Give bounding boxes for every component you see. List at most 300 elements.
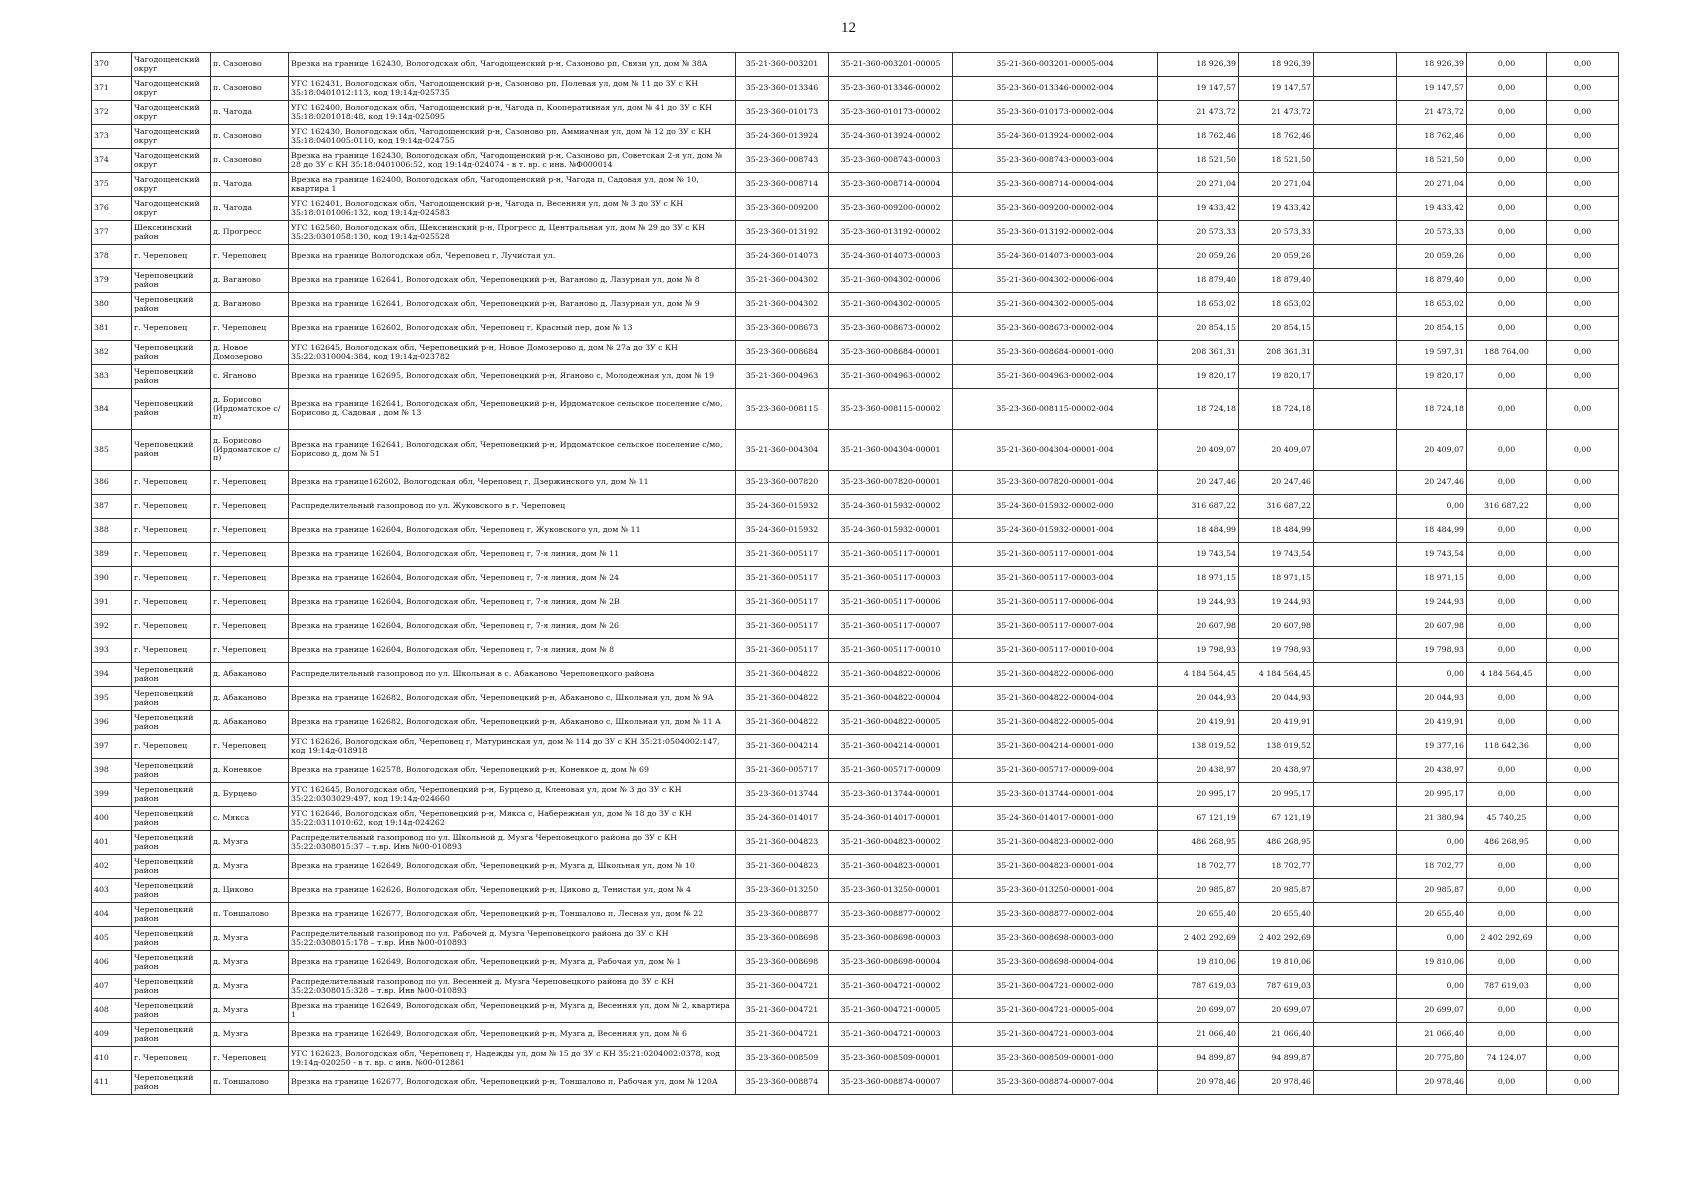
cell-cost-part-1: 18 762,46 — [1397, 125, 1467, 149]
cell-empty-column — [1314, 519, 1397, 543]
cell-empty-column — [1314, 663, 1397, 687]
cell-cost-part-3: 0,00 — [1547, 807, 1619, 831]
cell-cost-part-1: 19 147,57 — [1397, 77, 1467, 101]
cell-subobject-code: 35-21-360-004823-00001-004 — [953, 855, 1158, 879]
cell-total-cost: 18 521,50 — [1158, 149, 1239, 173]
cell-total-cost: 19 820,17 — [1158, 365, 1239, 389]
cell-object-description: Врезка на границе 162604, Вологодская обл, Череповец г, 7-я линия, дом № 2В — [289, 591, 736, 615]
cell-settlement: г. Череповец — [211, 567, 289, 591]
cell-inventory-code: 35-21-360-004721 — [736, 999, 829, 1023]
cell-municipality: Череповецкий район — [132, 365, 211, 389]
cell-settlement: г. Череповец — [211, 639, 289, 663]
cell-object-description: Врезка на границе 162649, Вологодская обл, Череповецкий р-н, Музга д, Весенняя ул, дом № 6 — [289, 1023, 736, 1047]
cell-municipality: Чагодощенский округ — [132, 125, 211, 149]
cell-total-cost: 19 147,57 — [1158, 77, 1239, 101]
cell-cost-part-2: 74 124,07 — [1467, 1047, 1547, 1071]
cell-object-code: 35-21-360-004214-00001 — [829, 735, 953, 759]
cell-empty-column — [1314, 783, 1397, 807]
cell-object-description: Распределительный газопровод по ул. Школьная в с. Абаканово Череповецкого района — [289, 663, 736, 687]
cell-cost-part-1: 18 724,18 — [1397, 389, 1467, 430]
table-row — [92, 591, 1619, 615]
cell-cost-part-1: 0,00 — [1397, 831, 1467, 855]
cell-object-code: 35-23-360-008509-00001 — [829, 1047, 953, 1071]
cell-empty-column — [1314, 53, 1397, 77]
cell-cost-total-2: 94 899,87 — [1239, 1047, 1314, 1071]
cell-cost-total-2: 19 743,54 — [1239, 543, 1314, 567]
table-row — [92, 77, 1619, 101]
cell-empty-column — [1314, 999, 1397, 1023]
cell-cost-part-1: 0,00 — [1397, 495, 1467, 519]
cell-settlement: д. Прогресс — [211, 221, 289, 245]
cell-cost-part-2: 0,00 — [1467, 567, 1547, 591]
cell-inventory-code: 35-21-360-004721 — [736, 1023, 829, 1047]
cell-object-description: Врезка на границе 162641, Вологодская обл, Череповецкий р-н, Ваганово д, Лазурная ул, дом № 8 — [289, 269, 736, 293]
cell-empty-column — [1314, 341, 1397, 365]
cell-object-code: 35-21-360-005117-00003 — [829, 567, 953, 591]
table-row — [92, 927, 1619, 951]
cell-object-description: Врезка на границе 162649, Вологодская обл, Череповецкий р-н, Музга д, Школьная ул, дом № 10 — [289, 855, 736, 879]
cell-subobject-code: 35-21-360-005117-00003-004 — [953, 567, 1158, 591]
cell-empty-column — [1314, 927, 1397, 951]
cell-total-cost: 20 247,46 — [1158, 471, 1239, 495]
cell-subobject-code: 35-23-360-013192-00002-004 — [953, 221, 1158, 245]
cell-subobject-code: 35-23-360-007820-00001-004 — [953, 471, 1158, 495]
table-row — [92, 430, 1619, 471]
cell-cost-total-2: 20 978,46 — [1239, 1071, 1314, 1095]
cell-inventory-code: 35-21-360-005117 — [736, 543, 829, 567]
cell-row-number: 405 — [92, 927, 132, 951]
cell-row-number: 378 — [92, 245, 132, 269]
cell-row-number: 398 — [92, 759, 132, 783]
cell-object-code: 35-23-360-010173-00002 — [829, 101, 953, 125]
cell-inventory-code: 35-21-360-004302 — [736, 269, 829, 293]
cell-cost-part-2: 188 764,00 — [1467, 341, 1547, 365]
cell-municipality: Череповецкий район — [132, 879, 211, 903]
table-row — [92, 269, 1619, 293]
cell-object-description: УГС 162646, Вологодская обл, Череповецкий р-н, Мякса с, Набережная ул, дом № 18 до ЗУ с КН 35:22:0311010:62, код 19:14д-024262 — [289, 807, 736, 831]
cell-inventory-code: 35-23-360-013250 — [736, 879, 829, 903]
cell-object-code: 35-21-360-004822-00006 — [829, 663, 953, 687]
cell-municipality: г. Череповец — [132, 591, 211, 615]
cell-cost-part-1: 20 573,33 — [1397, 221, 1467, 245]
cell-municipality: Череповецкий район — [132, 269, 211, 293]
cell-cost-part-1: 20 978,46 — [1397, 1071, 1467, 1095]
cell-row-number: 395 — [92, 687, 132, 711]
cell-inventory-code: 35-23-360-013192 — [736, 221, 829, 245]
cell-row-number: 393 — [92, 639, 132, 663]
cell-cost-total-2: 19 798,93 — [1239, 639, 1314, 663]
cell-row-number: 411 — [92, 1071, 132, 1095]
cell-object-code: 35-23-360-013346-00002 — [829, 77, 953, 101]
table-row — [92, 197, 1619, 221]
cell-settlement: г. Череповец — [211, 591, 289, 615]
cell-total-cost: 208 361,31 — [1158, 341, 1239, 365]
cell-object-description: Врезка на границе 162677, Вологодская обл, Череповецкий р-н, Тоншалово п, Лесная ул, дом № 22 — [289, 903, 736, 927]
cell-empty-column — [1314, 197, 1397, 221]
cell-object-code: 35-23-360-008698-00003 — [829, 927, 953, 951]
table-row — [92, 687, 1619, 711]
cell-object-code: 35-23-360-008684-00001 — [829, 341, 953, 365]
page-number: 12 — [841, 20, 856, 36]
cell-cost-part-2: 0,00 — [1467, 149, 1547, 173]
cell-inventory-code: 35-21-360-004302 — [736, 293, 829, 317]
cell-cost-total-2: 19 433,42 — [1239, 197, 1314, 221]
cell-settlement: п. Тоншалово — [211, 1071, 289, 1095]
cell-settlement: г. Череповец — [211, 519, 289, 543]
cell-row-number: 401 — [92, 831, 132, 855]
cell-cost-part-2: 0,00 — [1467, 1071, 1547, 1095]
cell-cost-part-1: 18 971,15 — [1397, 567, 1467, 591]
cell-empty-column — [1314, 711, 1397, 735]
cell-cost-total-2: 20 059,26 — [1239, 245, 1314, 269]
cell-object-description: Врезка на границе 162641, Вологодская обл, Череповецкий р-н, Ирдоматское сельское поселение с/мо, Борисово д, дом № 51 — [289, 430, 736, 471]
cell-settlement: г. Череповец — [211, 245, 289, 269]
table-row — [92, 951, 1619, 975]
cell-total-cost: 20 978,46 — [1158, 1071, 1239, 1095]
cell-subobject-code: 35-21-360-005117-00010-004 — [953, 639, 1158, 663]
cell-cost-part-3: 0,00 — [1547, 879, 1619, 903]
cell-row-number: 397 — [92, 735, 132, 759]
cell-subobject-code: 35-21-360-005117-00001-004 — [953, 543, 1158, 567]
cell-empty-column — [1314, 269, 1397, 293]
cell-cost-part-3: 0,00 — [1547, 903, 1619, 927]
cell-inventory-code: 35-24-360-014073 — [736, 245, 829, 269]
cell-row-number: 372 — [92, 101, 132, 125]
table-row — [92, 807, 1619, 831]
cell-subobject-code: 35-23-360-008698-00003-000 — [953, 927, 1158, 951]
cell-cost-part-2: 0,00 — [1467, 389, 1547, 430]
cell-object-description: Распределительный газопровод по ул. Жуковского в г. Череповец — [289, 495, 736, 519]
cell-cost-part-1: 18 702,77 — [1397, 855, 1467, 879]
cell-row-number: 376 — [92, 197, 132, 221]
cell-cost-part-1: 20 059,26 — [1397, 245, 1467, 269]
cell-settlement: с. Яганово — [211, 365, 289, 389]
cell-cost-part-1: 18 653,02 — [1397, 293, 1467, 317]
cell-row-number: 384 — [92, 389, 132, 430]
cell-object-code: 35-21-360-005117-00001 — [829, 543, 953, 567]
cell-cost-part-3: 0,00 — [1547, 711, 1619, 735]
cell-inventory-code: 35-21-360-005117 — [736, 591, 829, 615]
cell-object-code: 35-24-360-013924-00002 — [829, 125, 953, 149]
cell-row-number: 399 — [92, 783, 132, 807]
cell-object-description: Врезка на границе 162682, Вологодская обл, Череповецкий р-н, Абаканово с, Школьная ул, дом № 9А — [289, 687, 736, 711]
cell-object-code: 35-23-360-008743-00003 — [829, 149, 953, 173]
cell-subobject-code: 35-23-360-008115-00002-004 — [953, 389, 1158, 430]
cell-cost-total-2: 20 995,17 — [1239, 783, 1314, 807]
cell-cost-total-2: 18 971,15 — [1239, 567, 1314, 591]
cell-total-cost: 18 926,39 — [1158, 53, 1239, 77]
cell-cost-part-2: 0,00 — [1467, 173, 1547, 197]
cell-cost-part-2: 0,00 — [1467, 855, 1547, 879]
cell-cost-part-3: 0,00 — [1547, 53, 1619, 77]
cell-cost-part-1: 18 926,39 — [1397, 53, 1467, 77]
cell-total-cost: 18 484,99 — [1158, 519, 1239, 543]
cell-settlement: д. Коневкое — [211, 759, 289, 783]
cell-subobject-code: 35-21-360-004721-00002-000 — [953, 975, 1158, 999]
cell-settlement: г. Череповец — [211, 317, 289, 341]
cell-inventory-code: 35-23-360-008874 — [736, 1071, 829, 1095]
cell-municipality: г. Череповец — [132, 543, 211, 567]
table-row — [92, 125, 1619, 149]
cell-row-number: 379 — [92, 269, 132, 293]
cell-municipality: г. Череповец — [132, 317, 211, 341]
cell-cost-total-2: 20 699,07 — [1239, 999, 1314, 1023]
cell-cost-total-2: 18 702,77 — [1239, 855, 1314, 879]
table-row — [92, 365, 1619, 389]
cell-object-description: Врезка на границе 162641, Вологодская обл, Череповецкий р-н, Ирдоматское сельское поселение с/мо, Борисово д, Садовая , дом № 13 — [289, 389, 736, 430]
cell-object-description: Врезка на границе 162626, Вологодская обл, Череповецкий р-н, Циково д, Тенистая ул, дом № 4 — [289, 879, 736, 903]
cell-cost-total-2: 18 484,99 — [1239, 519, 1314, 543]
cell-empty-column — [1314, 317, 1397, 341]
cell-total-cost: 19 810,06 — [1158, 951, 1239, 975]
cell-cost-part-1: 19 798,93 — [1397, 639, 1467, 663]
cell-subobject-code: 35-21-360-005117-00007-004 — [953, 615, 1158, 639]
cell-settlement: д. Музга — [211, 855, 289, 879]
cell-cost-part-2: 0,00 — [1467, 879, 1547, 903]
cell-object-code: 35-23-360-013744-00001 — [829, 783, 953, 807]
cell-cost-part-3: 0,00 — [1547, 149, 1619, 173]
cell-empty-column — [1314, 831, 1397, 855]
cell-object-description: Врезка на границе 162604, Вологодская обл, Череповец г, 7-я линия, дом № 24 — [289, 567, 736, 591]
cell-inventory-code: 35-23-360-008714 — [736, 173, 829, 197]
cell-cost-part-3: 0,00 — [1547, 951, 1619, 975]
cell-cost-part-3: 0,00 — [1547, 1047, 1619, 1071]
cell-inventory-code: 35-24-360-014017 — [736, 807, 829, 831]
cell-cost-part-3: 0,00 — [1547, 471, 1619, 495]
cell-cost-part-3: 0,00 — [1547, 855, 1619, 879]
cell-cost-part-2: 0,00 — [1467, 999, 1547, 1023]
cell-empty-column — [1314, 365, 1397, 389]
cell-settlement: п. Сазоново — [211, 53, 289, 77]
cell-object-code: 35-21-360-005117-00006 — [829, 591, 953, 615]
cell-cost-part-2: 0,00 — [1467, 471, 1547, 495]
cell-object-code: 35-24-360-015932-00001 — [829, 519, 953, 543]
cell-total-cost: 18 653,02 — [1158, 293, 1239, 317]
cell-row-number: 391 — [92, 591, 132, 615]
cell-cost-part-1: 19 597,31 — [1397, 341, 1467, 365]
cell-settlement: д. Абаканово — [211, 711, 289, 735]
cell-subobject-code: 35-24-360-013924-00002-004 — [953, 125, 1158, 149]
cell-cost-part-1: 19 743,54 — [1397, 543, 1467, 567]
table-row — [92, 735, 1619, 759]
cell-row-number: 392 — [92, 615, 132, 639]
cell-settlement: г. Череповец — [211, 615, 289, 639]
cell-row-number: 389 — [92, 543, 132, 567]
cell-cost-part-2: 0,00 — [1467, 783, 1547, 807]
cell-object-code: 35-23-360-008714-00004 — [829, 173, 953, 197]
cell-object-code: 35-21-360-004302-00005 — [829, 293, 953, 317]
cell-cost-part-1: 19 820,17 — [1397, 365, 1467, 389]
table-row — [92, 1023, 1619, 1047]
cell-subobject-code: 35-23-360-008714-00004-004 — [953, 173, 1158, 197]
cell-row-number: 388 — [92, 519, 132, 543]
cell-subobject-code: 35-23-360-008509-00001-000 — [953, 1047, 1158, 1071]
cell-settlement: д. Музга — [211, 975, 289, 999]
cell-cost-part-1: 20 699,07 — [1397, 999, 1467, 1023]
cell-cost-part-3: 0,00 — [1547, 389, 1619, 430]
cell-empty-column — [1314, 807, 1397, 831]
cell-cost-part-3: 0,00 — [1547, 567, 1619, 591]
cell-subobject-code: 35-21-360-004721-00003-004 — [953, 1023, 1158, 1047]
cell-cost-part-3: 0,00 — [1547, 365, 1619, 389]
cell-inventory-code: 35-21-360-004214 — [736, 735, 829, 759]
cell-total-cost: 21 066,40 — [1158, 1023, 1239, 1047]
cell-settlement: п. Сазоново — [211, 149, 289, 173]
cell-cost-part-2: 0,00 — [1467, 543, 1547, 567]
cell-subobject-code: 35-21-360-004963-00002-004 — [953, 365, 1158, 389]
cell-row-number: 390 — [92, 567, 132, 591]
cell-cost-total-2: 19 810,06 — [1239, 951, 1314, 975]
cell-object-description: УГС 162623, Вологодская обл, Череповец г, Надежды ул, дом № 15 до ЗУ с КН 35:21:0204002:0378, код 19:14д-020250 - в т. вр. с инв. №00-012861 — [289, 1047, 736, 1071]
cell-object-description: Врезка на границе 162604, Вологодская обл, Череповец г, 7-я линия, дом № 11 — [289, 543, 736, 567]
cell-object-code: 35-21-360-004302-00006 — [829, 269, 953, 293]
cell-cost-part-3: 0,00 — [1547, 783, 1619, 807]
cell-object-code: 35-24-360-014017-00001 — [829, 807, 953, 831]
cell-object-description: Распределительный газопровод по ул. Школьной д. Музга Череповецкого района до ЗУ с КН 35:22:0308015:37 – т.вр. Инв №00-010893 — [289, 831, 736, 855]
cell-total-cost: 20 059,26 — [1158, 245, 1239, 269]
cell-total-cost: 20 699,07 — [1158, 999, 1239, 1023]
cell-object-code: 35-23-360-007820-00001 — [829, 471, 953, 495]
cell-cost-total-2: 18 762,46 — [1239, 125, 1314, 149]
cell-cost-part-1: 18 879,40 — [1397, 269, 1467, 293]
cell-row-number: 370 — [92, 53, 132, 77]
cell-total-cost: 19 433,42 — [1158, 197, 1239, 221]
cell-cost-total-2: 208 361,31 — [1239, 341, 1314, 365]
cell-object-description: УГС 162560, Вологодская обл, Шекснинский р-н, Прогресс д, Центральная ул, дом № 29 до ЗУ с КН 35:23:0301058:130, код 19:14д-025528 — [289, 221, 736, 245]
cell-subobject-code: 35-21-360-004302-00005-004 — [953, 293, 1158, 317]
cell-inventory-code: 35-21-360-005117 — [736, 615, 829, 639]
registry-body — [92, 53, 1619, 1095]
cell-settlement: д. Бурцево — [211, 783, 289, 807]
cell-cost-part-2: 0,00 — [1467, 615, 1547, 639]
cell-cost-total-2: 18 653,02 — [1239, 293, 1314, 317]
cell-empty-column — [1314, 495, 1397, 519]
cell-cost-part-1: 20 655,40 — [1397, 903, 1467, 927]
cell-municipality: Череповецкий район — [132, 807, 211, 831]
table-row — [92, 1071, 1619, 1095]
cell-total-cost: 19 244,93 — [1158, 591, 1239, 615]
cell-subobject-code: 35-23-360-013346-00002-004 — [953, 77, 1158, 101]
cell-object-code: 35-23-360-008673-00002 — [829, 317, 953, 341]
cell-empty-column — [1314, 975, 1397, 999]
cell-object-code: 35-21-360-004721-00005 — [829, 999, 953, 1023]
cell-row-number: 381 — [92, 317, 132, 341]
cell-cost-part-2: 0,00 — [1467, 245, 1547, 269]
cell-cost-part-2: 0,00 — [1467, 53, 1547, 77]
cell-cost-part-2: 0,00 — [1467, 269, 1547, 293]
table-row — [92, 975, 1619, 999]
cell-cost-part-3: 0,00 — [1547, 125, 1619, 149]
cell-total-cost: 20 044,93 — [1158, 687, 1239, 711]
cell-inventory-code: 35-23-360-013346 — [736, 77, 829, 101]
cell-subobject-code: 35-23-360-009200-00002-004 — [953, 197, 1158, 221]
table-row — [92, 519, 1619, 543]
cell-subobject-code: 35-23-360-013250-00001-004 — [953, 879, 1158, 903]
table-row — [92, 293, 1619, 317]
cell-total-cost: 18 971,15 — [1158, 567, 1239, 591]
cell-empty-column — [1314, 951, 1397, 975]
cell-cost-part-2: 0,00 — [1467, 903, 1547, 927]
cell-cost-part-2: 45 740,25 — [1467, 807, 1547, 831]
cell-subobject-code: 35-24-360-015932-00002-000 — [953, 495, 1158, 519]
cell-subobject-code: 35-23-360-010173-00002-004 — [953, 101, 1158, 125]
cell-cost-part-2: 118 642,36 — [1467, 735, 1547, 759]
cell-object-code: 35-21-360-004721-00002 — [829, 975, 953, 999]
cell-object-description: УГС 162430, Вологодская обл, Чагодощенский р-н, Сазоново рп, Аммиачная ул, дом № 12 до ЗУ с КН 35:18:0401005:0110, код 19:14д-024755 — [289, 125, 736, 149]
cell-empty-column — [1314, 1047, 1397, 1071]
cell-cost-part-1: 0,00 — [1397, 663, 1467, 687]
cell-empty-column — [1314, 687, 1397, 711]
cell-object-description: Врезка на границе 162578, Вологодская обл, Череповецкий р-н, Коневкое д, дом № 69 — [289, 759, 736, 783]
cell-subobject-code: 35-21-360-005717-00009-004 — [953, 759, 1158, 783]
cell-municipality: Череповецкий район — [132, 855, 211, 879]
cell-municipality: г. Череповец — [132, 615, 211, 639]
cell-cost-part-1: 20 044,93 — [1397, 687, 1467, 711]
cell-cost-part-3: 0,00 — [1547, 269, 1619, 293]
cell-subobject-code: 35-23-360-008698-00004-004 — [953, 951, 1158, 975]
cell-row-number: 394 — [92, 663, 132, 687]
cell-empty-column — [1314, 293, 1397, 317]
table-row — [92, 221, 1619, 245]
cell-cost-part-3: 0,00 — [1547, 341, 1619, 365]
cell-row-number: 408 — [92, 999, 132, 1023]
cell-row-number: 409 — [92, 1023, 132, 1047]
cell-municipality: г. Череповец — [132, 639, 211, 663]
cell-cost-part-1: 0,00 — [1397, 975, 1467, 999]
cell-empty-column — [1314, 1023, 1397, 1047]
cell-cost-part-2: 316 687,22 — [1467, 495, 1547, 519]
cell-object-description: Врезка на границе 162430, Вологодская обл, Чагодощенский р-н, Сазоново рп, Связи ул, дом № 38А — [289, 53, 736, 77]
cell-row-number: 406 — [92, 951, 132, 975]
cell-row-number: 373 — [92, 125, 132, 149]
cell-object-description: Распределительный газопровод по ул. Весенней д. Музга Череповецкого района до ЗУ с КН 35:22:0308015:328 – т.вр. Инв №00-010893 — [289, 975, 736, 999]
cell-empty-column — [1314, 430, 1397, 471]
cell-subobject-code: 35-21-360-004214-00001-000 — [953, 735, 1158, 759]
cell-empty-column — [1314, 245, 1397, 269]
cell-inventory-code: 35-21-360-004721 — [736, 975, 829, 999]
cell-row-number: 385 — [92, 430, 132, 471]
cell-object-description: УГС 162645, Вологодская обл, Череповецкий р-н, Новое Домозерово д, дом № 27а до ЗУ с КН 35:22:0310004:384, код 19:14д-023782 — [289, 341, 736, 365]
table-row — [92, 317, 1619, 341]
cell-total-cost: 19 743,54 — [1158, 543, 1239, 567]
cell-cost-part-3: 0,00 — [1547, 735, 1619, 759]
cell-object-description: УГС 162626, Вологодская обл, Череповец г, Матуринская ул, дом № 114 до ЗУ с КН 35:21:0504002:147, код 19:14д-018918 — [289, 735, 736, 759]
cell-cost-part-3: 0,00 — [1547, 831, 1619, 855]
cell-object-code: 35-21-360-004822-00004 — [829, 687, 953, 711]
cell-object-description: Врезка на границе 162649, Вологодская обл, Череповецкий р-н, Музга д, Рабочая ул, дом № 1 — [289, 951, 736, 975]
cell-cost-part-3: 0,00 — [1547, 759, 1619, 783]
cell-inventory-code: 35-24-360-015932 — [736, 495, 829, 519]
cell-municipality: Череповецкий район — [132, 663, 211, 687]
cell-cost-part-3: 0,00 — [1547, 101, 1619, 125]
cell-settlement: п. Чагода — [211, 101, 289, 125]
cell-total-cost: 18 702,77 — [1158, 855, 1239, 879]
cell-municipality: Череповецкий район — [132, 759, 211, 783]
cell-cost-part-3: 0,00 — [1547, 245, 1619, 269]
cell-settlement: д. Музга — [211, 1023, 289, 1047]
cell-inventory-code: 35-21-360-004822 — [736, 687, 829, 711]
cell-subobject-code: 35-23-360-008684-00001-000 — [953, 341, 1158, 365]
cell-object-description: УГС 162401, Вологодская обл, Чагодощенский р-н, Чагода п, Весенняя ул, дом № 3 до ЗУ с КН 35:18:0101006:132, код 19:14д-024583 — [289, 197, 736, 221]
cell-cost-part-2: 0,00 — [1467, 591, 1547, 615]
table-row — [92, 759, 1619, 783]
cell-settlement: д. Абаканово — [211, 687, 289, 711]
cell-settlement: д. Циково — [211, 879, 289, 903]
cell-cost-part-2: 0,00 — [1467, 639, 1547, 663]
cell-object-code: 35-23-360-008115-00002 — [829, 389, 953, 430]
cell-inventory-code: 35-21-360-004304 — [736, 430, 829, 471]
cell-object-description: УГС 162431, Вологодская обл, Чагодощенский р-н, Сазоново рп, Полевая ул, дом № 11 до ЗУ с КН 35:18:0401012:113, код 19:14д-025735 — [289, 77, 736, 101]
